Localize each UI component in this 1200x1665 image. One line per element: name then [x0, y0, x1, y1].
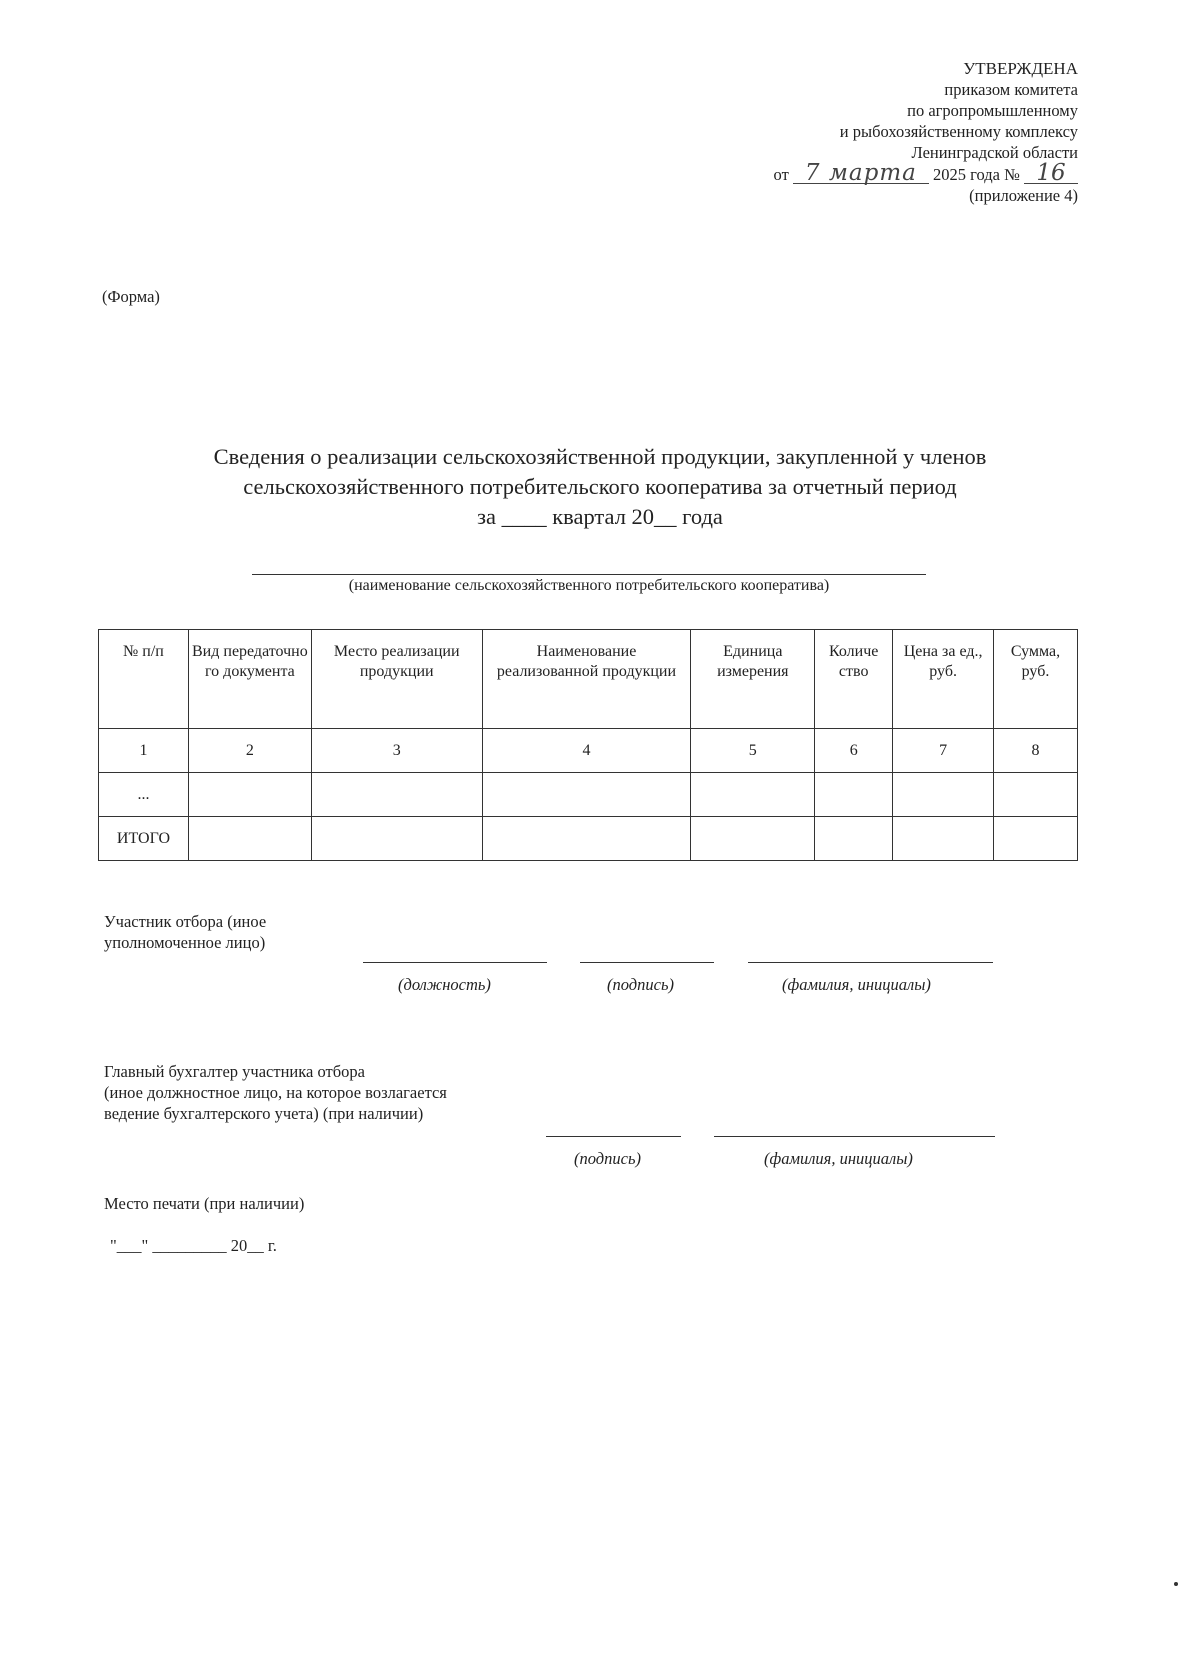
cooperative-name-caption: (наименование сельскохозяйственного потребительского кооператива)	[348, 577, 830, 594]
approval-title: УТВЕРЖДЕНА	[963, 59, 1078, 78]
table-header-row	[99, 630, 1078, 729]
participant-position-field[interactable]	[363, 962, 547, 963]
form-mark: (Форма)	[102, 287, 160, 306]
column-number: 6	[815, 729, 893, 773]
table-cell[interactable]	[311, 817, 482, 861]
table-header-cell: Вид передаточно го документа	[188, 630, 311, 729]
column-number: 7	[893, 729, 994, 773]
column-number: 3	[311, 729, 482, 773]
accountant-name-field[interactable]	[714, 1136, 995, 1137]
table-header-cell: Количе ство	[815, 630, 893, 729]
heading-line-1: Сведения о реализации сельскохозяйственной продукции, закупленной у членов	[213, 444, 987, 469]
heading-line-2: сельскохозяйственного потребительского кооператива за отчетный период	[243, 474, 957, 499]
participant-signature-caption: (подпись)	[607, 975, 674, 994]
scan-speck	[1174, 1582, 1178, 1586]
column-number: 4	[482, 729, 691, 773]
table-header-cell: Единица измерения	[691, 630, 815, 729]
table-header-cell: Сумма, руб.	[994, 630, 1078, 729]
approval-line-2: по агропромышленному	[907, 101, 1078, 120]
handwritten-date: 7 марта	[793, 163, 929, 184]
table-header-cell: Наименование реализованной продукции	[482, 630, 691, 729]
table-cell[interactable]	[815, 773, 893, 817]
table-header-cell: Цена за ед., руб.	[893, 630, 994, 729]
total-label: ИТОГО	[99, 817, 189, 861]
approval-block	[658, 58, 1078, 206]
table-cell[interactable]	[691, 817, 815, 861]
table-header-cell: № п/п	[99, 630, 189, 729]
participant-label	[104, 911, 266, 953]
table-total-row	[99, 817, 1078, 861]
table-cell[interactable]	[188, 817, 311, 861]
accountant-signature-caption: (подпись)	[574, 1149, 641, 1168]
accountant-label-line-3: ведение бухгалтерского учета) (при наличии)	[104, 1104, 424, 1123]
table-header-cell: Место реализации продукции	[311, 630, 482, 729]
table-cell[interactable]	[482, 817, 691, 861]
approval-year-text: 2025 года №	[933, 165, 1020, 184]
table-number-row	[99, 729, 1078, 773]
sales-table	[98, 629, 1078, 861]
table-cell[interactable]	[482, 773, 691, 817]
table-cell[interactable]	[994, 817, 1078, 861]
date-field[interactable]: "___" _________ 20__ г.	[110, 1236, 277, 1255]
approval-date-prefix: от	[773, 165, 789, 184]
table-cell[interactable]	[188, 773, 311, 817]
approval-appendix: (приложение 4)	[969, 186, 1078, 205]
table-cell[interactable]	[311, 773, 482, 817]
participant-position-caption: (должность)	[398, 975, 491, 994]
accountant-label	[104, 1061, 447, 1124]
column-number: 2	[188, 729, 311, 773]
table-cell[interactable]	[893, 773, 994, 817]
heading-line-3: за ____ квартал 20__ года	[477, 504, 723, 529]
approval-line-1: приказом комитета	[944, 80, 1078, 99]
participant-label-line-2: уполномоченное лицо)	[104, 933, 266, 952]
accountant-label-line-1: Главный бухгалтер участника отбора	[104, 1062, 365, 1081]
participant-signature-field[interactable]	[580, 962, 714, 963]
table-row	[99, 773, 1078, 817]
approval-line-4: Ленинградской области	[911, 143, 1078, 162]
table-cell[interactable]	[691, 773, 815, 817]
participant-name-field[interactable]	[748, 962, 993, 963]
accountant-label-line-2: (иное должностное лицо, на которое возлагается	[104, 1083, 447, 1102]
row-ellipsis: ...	[99, 773, 189, 817]
column-number: 1	[99, 729, 189, 773]
approval-date-line	[658, 160, 1078, 186]
table-cell[interactable]	[994, 773, 1078, 817]
table-cell[interactable]	[893, 817, 994, 861]
cooperative-name-field[interactable]	[252, 574, 926, 575]
approval-line-3: и рыбохозяйственному комплексу	[839, 122, 1078, 141]
column-number: 5	[691, 729, 815, 773]
document-heading	[100, 442, 1100, 532]
handwritten-order-number: 16	[1024, 163, 1078, 184]
participant-label-line-1: Участник отбора (иное	[104, 912, 267, 931]
participant-name-caption: (фамилия, инициалы)	[782, 975, 931, 994]
accountant-name-caption: (фамилия, инициалы)	[764, 1149, 913, 1168]
seal-place: Место печати (при наличии)	[104, 1194, 305, 1213]
table-cell[interactable]	[815, 817, 893, 861]
column-number: 8	[994, 729, 1078, 773]
accountant-signature-field[interactable]	[546, 1136, 681, 1137]
